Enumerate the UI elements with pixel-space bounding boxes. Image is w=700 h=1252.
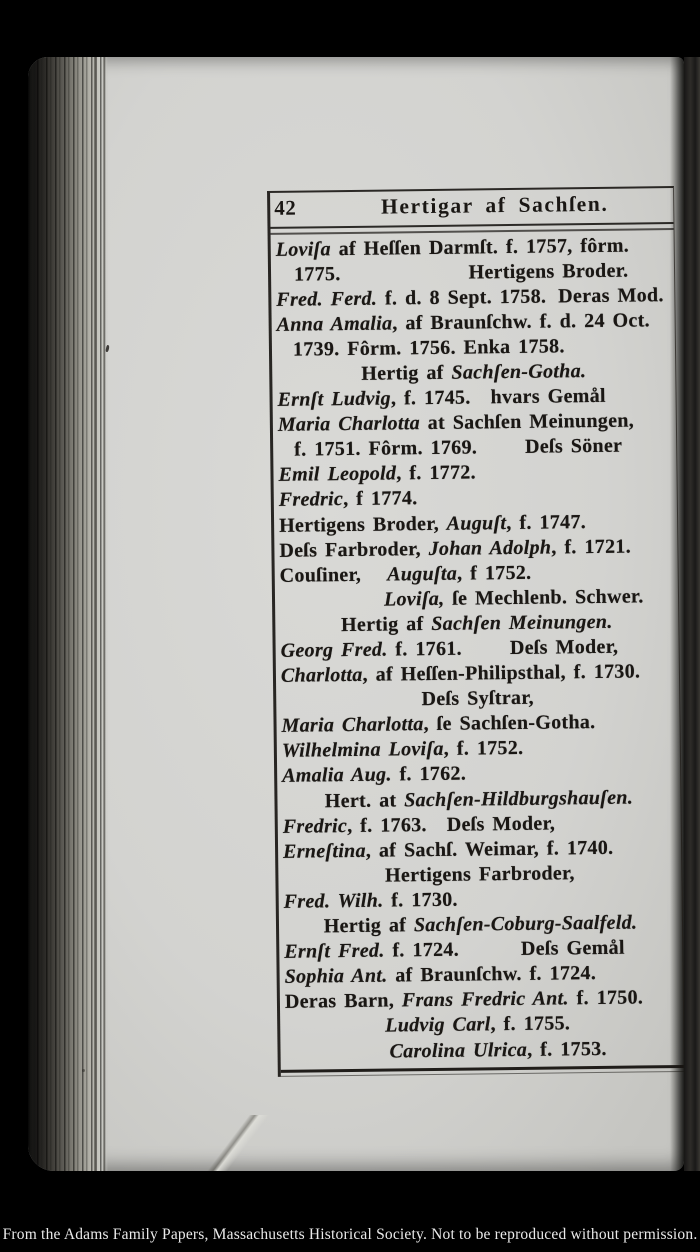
text-line: Hertig af Sachſen-Gotha. <box>361 360 587 385</box>
text-line: 1775. Hertigens Broder. <box>293 259 629 286</box>
text-line: Hert. at Sachſen-Hildburgshauſen. <box>324 786 634 812</box>
book-page <box>28 57 684 1171</box>
text-line: f. 1751. Fôrm. 1769. Deſs Söner <box>294 434 623 461</box>
text-line: Charlotta, af Heſſen-Philipsthal, f. 1730. <box>280 660 641 687</box>
facing-page-edge <box>684 57 700 1171</box>
text-line: Deſs Farbroder, Johan Adolph, f. 1721. <box>279 535 632 562</box>
text-line: Anna Amalia, af Braunſchw. f. d. 24 Oct. <box>276 309 651 336</box>
text-line: Fredric, f. 1763. Deſs Moder, <box>282 812 556 838</box>
text-line: Couſiner, Auguſta, f 1752. <box>279 561 532 587</box>
page-header-row <box>270 188 673 227</box>
text-line: 1739. Fôrm. 1756. Enka 1758. <box>292 335 565 361</box>
text-line: Loviſa, ſe Mechlenb. Schwer. <box>383 585 644 611</box>
text-line: Maria Charlotta at Sachſen Meinungen, <box>277 409 635 437</box>
ink-speck <box>82 1069 85 1072</box>
page-number: 42 <box>274 195 297 220</box>
text-lines <box>271 230 684 1068</box>
text-line: Georg Fred. f. 1761. Deſs Moder, <box>280 635 619 662</box>
text-block <box>267 186 684 1077</box>
text-line: Ludvig Carl, f. 1755. <box>385 1012 571 1037</box>
text-line: Deras Barn, Frans Fredric Ant. f. 1750. <box>284 986 644 1014</box>
text-line: Hertigens Broder, Auguſt, f. 1747. <box>278 510 587 537</box>
text-line: Deſs Syſtrar, <box>421 686 535 711</box>
page-crease <box>186 1115 286 1171</box>
text-line: Amalia Aug. f. 1762. <box>282 763 467 788</box>
text-line: Hertigens Farbroder, <box>384 862 575 887</box>
leaf-edge-line <box>94 57 97 1171</box>
running-title: Hertigar af Sachſen. <box>380 191 609 219</box>
archive-caption: From the Adams Family Papers, Massachusetts Historical Society. Not to be reproduced without permission. <box>2 1226 698 1243</box>
text-line: Hertig af Sachſen-Coburg-Saalfeld. <box>323 911 638 938</box>
text-line: Ernſt Fred. f. 1724. Deſs Gemål <box>284 936 625 963</box>
text-line: Wilhelmina Loviſa, f. 1752. <box>281 737 524 763</box>
leaf-edge-line <box>103 57 105 1171</box>
text-line: Fred. Wilh. f. 1730. <box>283 888 458 913</box>
text-line: Ernſt Ludvig, f. 1745. hvars Gemål <box>277 384 606 411</box>
text-line: Loviſa af Heſſen Darmſt. f. 1757, fôrm. <box>275 234 630 261</box>
text-line: Carolina Ulrica, f. 1753. <box>389 1037 607 1063</box>
ink-speck <box>105 345 109 352</box>
text-line: Emil Leopold, f. 1772. <box>278 461 477 487</box>
text-line: Maria Charlotta, ſe Sachſen-Gotha. <box>281 711 596 738</box>
text-line: Sophia Ant. af Braunſchw. f. 1724. <box>284 962 597 989</box>
text-line: Fredric, f 1774. <box>278 487 418 512</box>
text-line: Hertig af Sachſen Meinungen. <box>340 610 613 637</box>
text-line: Fred. Ferd. f. d. 8 Sept. 1758. Deras Mod. <box>276 283 664 311</box>
text-line: Erneſtina, af Sachſ. Weimar, f. 1740. <box>282 836 614 863</box>
